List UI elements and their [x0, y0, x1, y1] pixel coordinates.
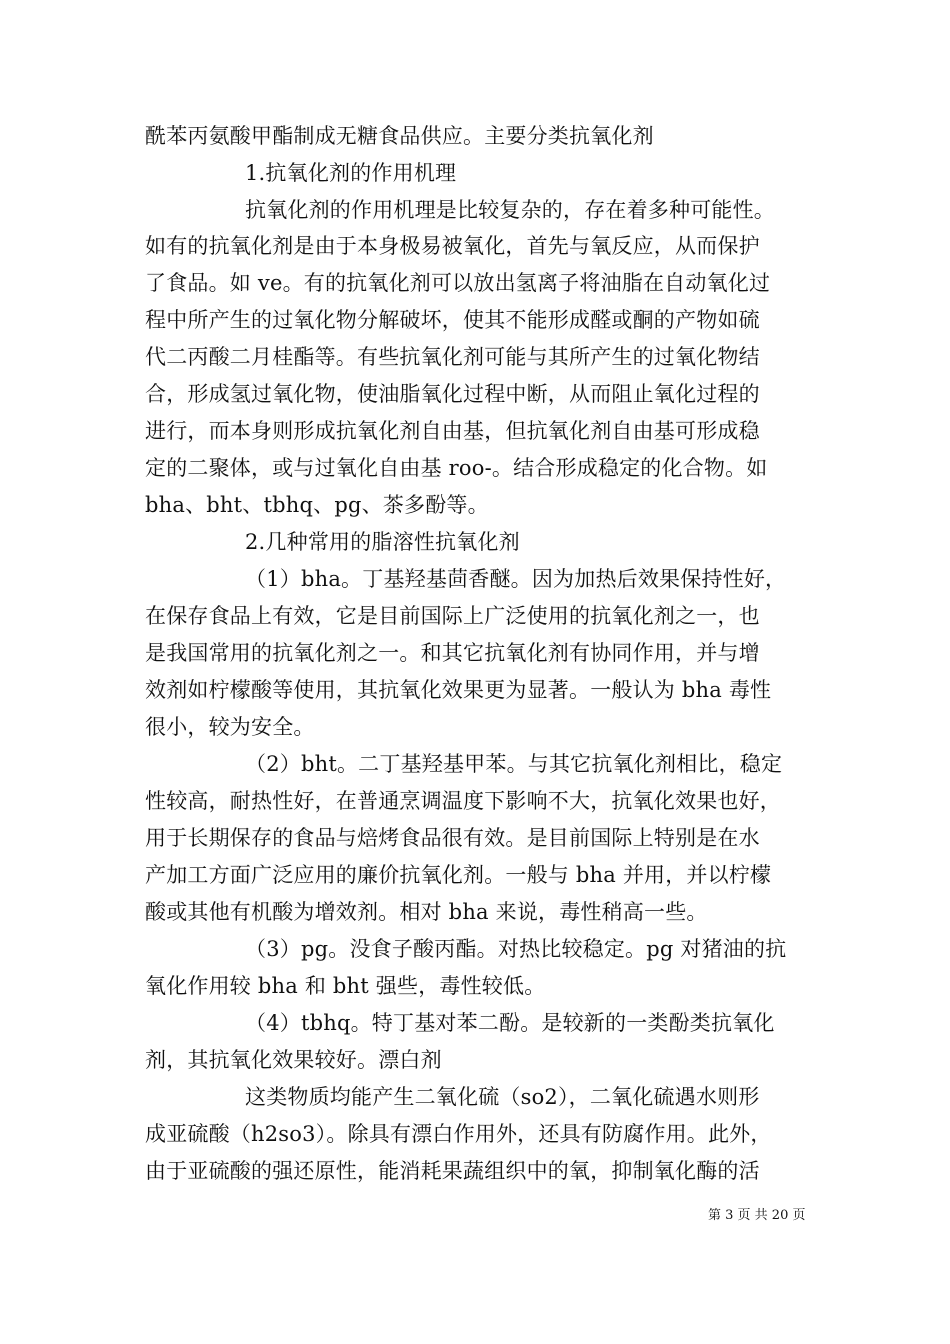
page-number-footer: 第 3 页 共 20 页 [708, 1208, 806, 1223]
body-text-line: （3）pg。没食子酸丙酯。对热比较稳定。pg 对猪油的抗 [245, 937, 787, 961]
section-heading: 1.抗氧化剂的作用机理 [245, 161, 457, 185]
body-text-line: 进行，而本身则形成抗氧化剂自由基，但抗氧化剂自由基可形成稳 [145, 419, 760, 443]
body-text-line: 这类物质均能产生二氧化硫（so2），二氧化硫遇水则形 [245, 1085, 760, 1109]
body-text-line: 氧化作用较 bha 和 bht 强些，毒性较低。 [145, 974, 546, 998]
body-text-line: 合，形成氢过氧化物，使油脂氧化过程中断，从而阻止氧化过程的 [145, 382, 760, 406]
body-text-line: 定的二聚体，或与过氧化自由基 roo-。结合形成稳定的化合物。如 [145, 456, 768, 480]
body-text-line: 酸或其他有机酸为增效剂。相对 bha 来说，毒性稍高一些。 [145, 900, 708, 924]
body-text-line: 程中所产生的过氧化物分解破坏，使其不能形成醛或酮的产物如硫 [145, 308, 760, 332]
body-text-line: 性较高，耐热性好，在普通烹调温度下影响不大，抗氧化效果也好， [145, 789, 781, 813]
body-text-line: 代二丙酸二月桂酯等。有些抗氧化剂可能与其所产生的过氧化物结 [145, 345, 760, 369]
body-text-line: 产加工方面广泛应用的廉价抗氧化剂。一般与 bha 并用，并以柠檬 [145, 863, 772, 887]
body-text-line: （4）tbhq。特丁基对苯二酚。是较新的一类酚类抗氧化 [245, 1011, 775, 1035]
body-text-line: 抗氧化剂的作用机理是比较复杂的，存在着多种可能性。 [245, 198, 775, 222]
body-text-line: 用于长期保存的食品与焙烤食品很有效。是目前国际上特别是在水 [145, 826, 760, 850]
section-heading: 2.几种常用的脂溶性抗氧化剂 [245, 530, 520, 554]
body-text-line: 如有的抗氧化剂是由于本身极易被氧化，首先与氧反应，从而保护 [145, 234, 760, 258]
body-text-line: （1）bha。丁基羟基茴香醚。因为加热后效果保持性好， [245, 567, 787, 591]
body-text-line: 剂，其抗氧化效果较好。漂白剂 [145, 1048, 442, 1072]
body-text-line: 由于亚硫酸的强还原性，能消耗果蔬组织中的氧，抑制氧化酶的活 [145, 1159, 760, 1183]
body-text-line: 是我国常用的抗氧化剂之一。和其它抗氧化剂有协同作用，并与增 [145, 641, 760, 665]
body-text-line: 很小，较为安全。 [145, 715, 315, 739]
body-text-line: 效剂如柠檬酸等使用，其抗氧化效果更为显著。一般认为 bha 毒性 [145, 678, 772, 702]
body-text-line: 在保存食品上有效，它是目前国际上广泛使用的抗氧化剂之一，也 [145, 604, 760, 628]
body-text-line: 了食品。如 ve。有的抗氧化剂可以放出氢离子将油脂在自动氧化过 [145, 271, 771, 295]
body-text-line: （2）bht。二丁基羟基甲苯。与其它抗氧化剂相比，稳定 [245, 752, 783, 776]
body-text-line: 成亚硫酸（h2so3）。除具有漂白作用外，还具有防腐作用。此外， [145, 1122, 772, 1146]
body-text-line: 酰苯丙氨酸甲酯制成无糖食品供应。主要分类抗氧化剂 [145, 124, 654, 148]
body-text-line: bha、bht、tbhq、pg、茶多酚等。 [145, 493, 489, 517]
